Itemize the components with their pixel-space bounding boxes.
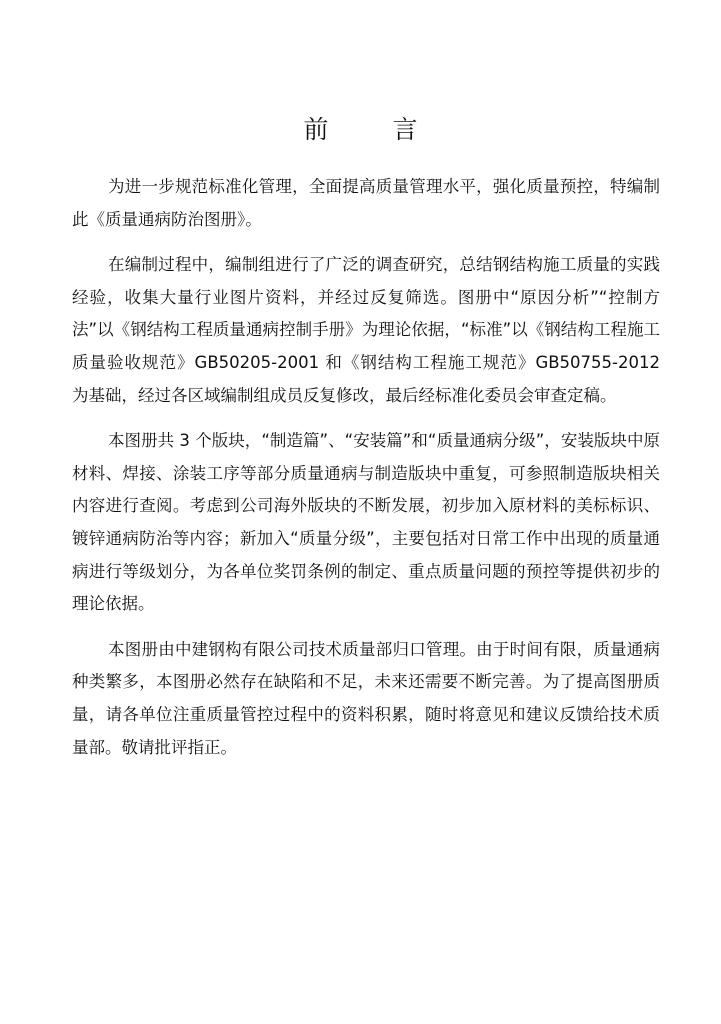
preface-body — [72, 171, 660, 777]
paragraph-1: 为进一步规范标准化管理，全面提高质量管理水平，强化质量预控，特编制此《质量通病防治图册》。 — [72, 177, 660, 229]
page-title: 前 言 — [303, 115, 446, 144]
paragraph-3: 本图册共 3 个版块，“制造篇”、“安装篇”和“质量通病分级”，安装版块中原材料、焊接、涂装工序等部分质量通病与制造版块中重复，可参照制造版块相关内容进行查阅。考虑到公司海外版块的不断发展，初步加入原材料的美标标识、镀锌通病防治等内容；新加入“质量分级”，主要包括对日常工作中出现的质量通病进行等级划分，为各单位奖罚条例的制定、重点质量问题的预控等提供初步的理论依据。 — [72, 431, 660, 614]
paragraph-2: 在编制过程中，编制组进行了广泛的调查研究，总结钢结构施工质量的实践经验，收集大量行业图片资料，并经过反复筛选。图册中“原因分析”“控制方法”以《钢结构工程质量通病控制手册》为理论依据，“标准”以《钢结构工程施工质量验收规范》GB50205-2001 和《钢结构工程施工规范》GB50755-2012 为基础，经过各区域编制组成员反复修改，最后经标准化委员会审查定稿。 — [72, 255, 660, 405]
paragraph-4: 本图册由中建钢构有限公司技术质量部归口管理。由于时间有限，质量通病种类繁多，本图册必然存在缺陷和不足，未来还需要不断完善。为了提高图册质量，请各单位注重质量管控过程中的资料积累，随时将意见和建议反馈给技术质量部。敬请批评指正。 — [72, 639, 660, 757]
